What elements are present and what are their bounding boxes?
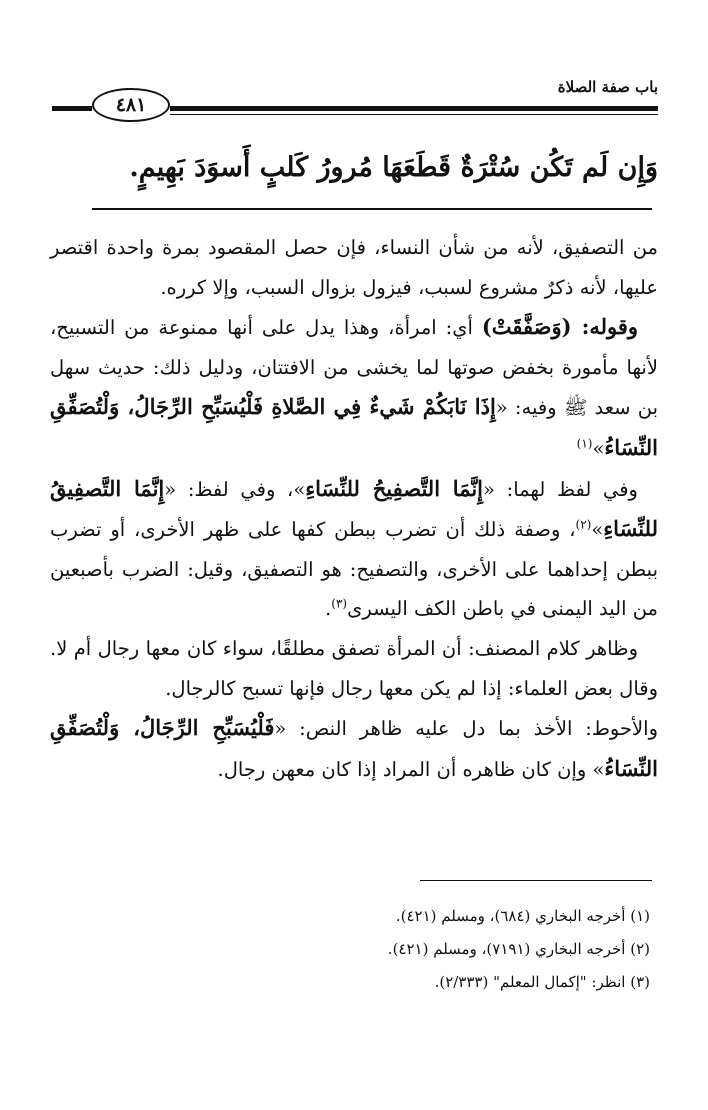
p2-quote: (وَصَفَّقَتْ) [481,314,572,340]
p2-hadith: إِذَا نَابَكُمْ شَيءٌ فِي الصَّلاةِ فَلْيُسَبِّحِ الرِّجَالُ، وَلْتُصَفِّقِ النِّسَاءُ [50,394,658,460]
footnote-2: (٢) أخرجه البخاري (٧١٩١)، ومسلم (٤٢١). [387,940,650,958]
p5-end: » وإن كان ظاهره أن المراد إذا كان معهن رجال. [217,757,605,781]
paragraph-1: من التصفيق، لأنه من شأن النساء، فإن حصل المقصود بمرة واحدة اقتصر عليها، لأنه ذكرٌ مشروع لسبب، فيزول بزوال السبب، وإلا كرره. [50,236,658,299]
p3-quote-1: إِنَّمَا التَّصفِيحُ للنِّسَاءِ [305,475,484,501]
page-header [52,78,658,122]
p2-lead: وقوله: [571,314,639,340]
paragraph-4: وظاهر كلام المصنف: أن المرأة تصفق مطلقًا، سواء كان معها رجال أم لا. وقال بعض العلماء: إذا لم يكن معها رجال فإنها تسبح كالرجال. [50,636,658,700]
header-rule-right-thin [170,114,658,115]
paragraph-2 [50,307,658,468]
footnote-3: (٣) انظر: "إكمال المعلم" (٢/٣٣٣). [434,973,650,991]
page-number: ٤٨١ [92,88,170,122]
p3-rest: ، وصفة ذلك أن تضرب ببطن كفها على ظهر الأخرى، أو تضرب ببطن إحداهما على الأخرى، والتصفيح: هو التصفيق، وقيل: الضرب بأصبعين من اليد اليمنى في باطن الكف اليسرى [50,518,658,621]
commentary-body [50,228,658,789]
p3-quote-2: إِنَّمَا التَّصفِيقُ للنِّسَاءِ [50,475,658,542]
footnote-1: (١) أخرجه البخاري (٦٨٤)، ومسلم (٤٢١). [395,907,650,925]
paragraph-3 [50,469,658,629]
footnote-ref-2[interactable]: (٢) [575,517,592,532]
paragraph-5 [50,708,658,789]
p2-mid: أي: امرأة، وهذا يدل على أنها ممنوعة من التسبيح، لأنها مأمورة بخفض صوتها لما يخشى من الافتتان، ودليل ذلك: حديث سهل بن سعد ﷺ وفيه: « [50,316,658,420]
footnote-ref-1[interactable]: (١) [576,436,593,451]
hadith-divider [92,208,652,210]
footnote-ref-3[interactable]: (٣) [331,596,348,611]
p3-lead: وفي لفظ لهما: « [483,477,638,501]
footnote-divider [420,880,652,881]
running-title: باب صفة الصلاة [557,78,658,96]
p5-quote: فَلْيُسَبِّحِ الرِّجَالُ، وَلْتُصَفِّقِ النِّسَاءُ [50,715,658,781]
p5-lead: والأحوط: الأخذ بما دل عليه ظاهر النص: « [274,717,658,741]
footnotes [50,900,650,999]
p3-mid: »، وفي لفظ: « [164,477,306,501]
header-rule-right [170,106,658,111]
p3-end: . [325,597,332,621]
header-rule-left [52,106,92,111]
p3-close: » [591,518,604,542]
hadith-text: وَإِن لَم تَكُن سُتْرَةٌ قَطَعَهَا مُرورُ كَلبٍ أَسوَدَ بَهِيمٍ. [129,152,658,183]
p2-end: » [592,436,605,460]
